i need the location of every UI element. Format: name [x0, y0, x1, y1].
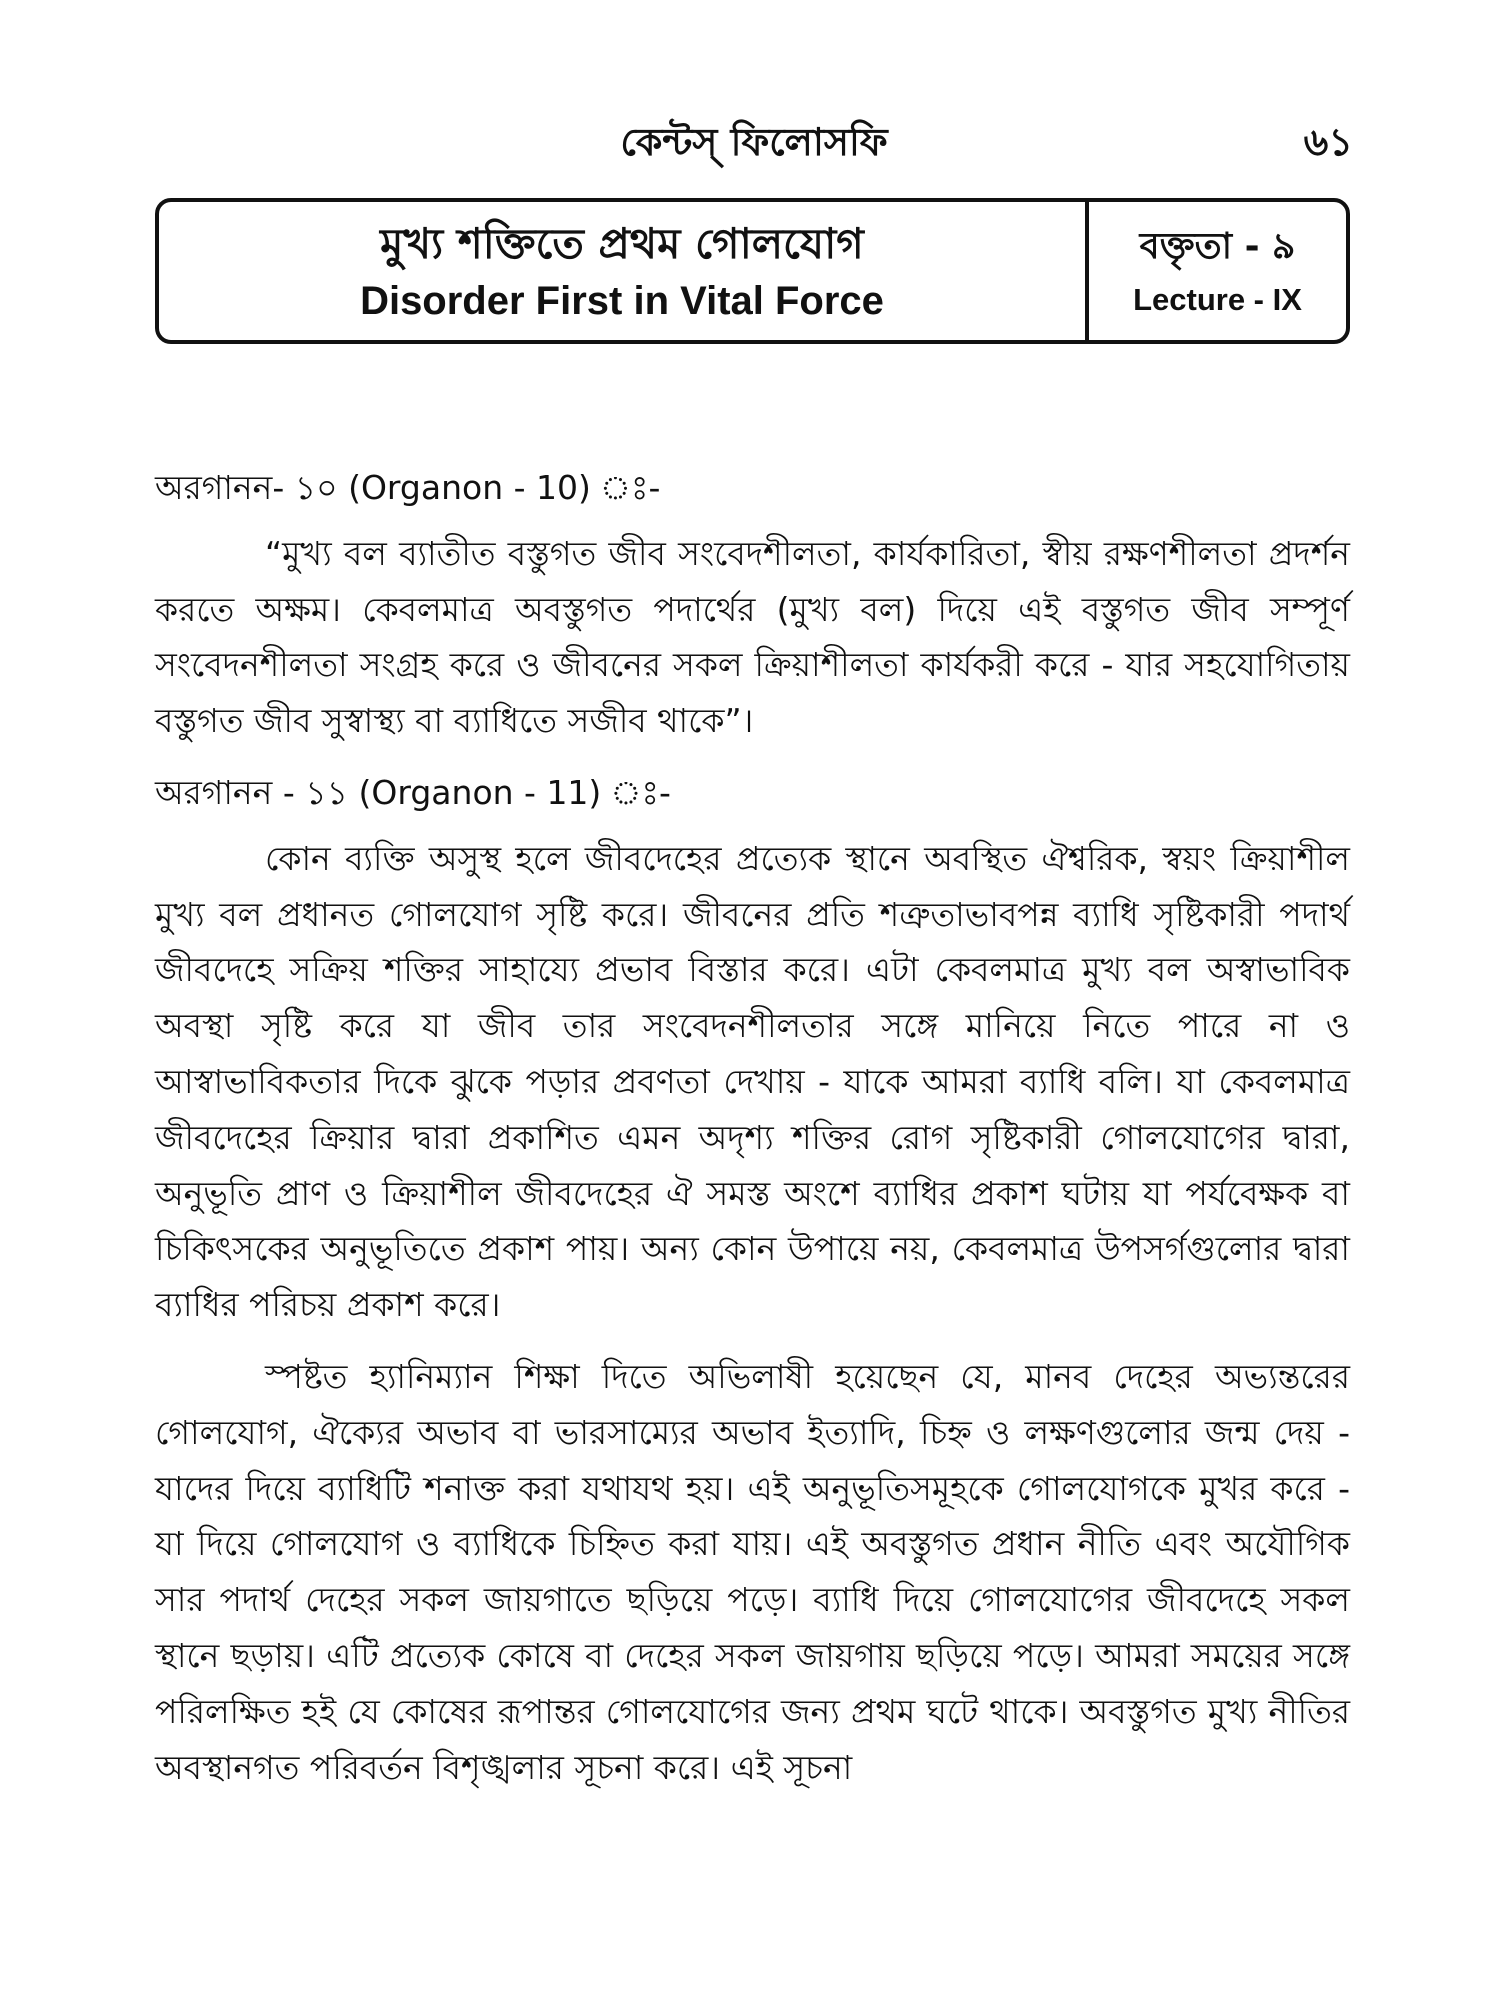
- organon-11-paragraph-2: স্পষ্টত হ্যানিম্যান শিক্ষা দিতে অভিলাষী হয়েছেন যে, মানব দেহের অভ্যন্তরের গোলযোগ, ঐক্যের অভাব বা ভারসাম্যের অভাব ইত্যাদি, চিহ্ন ও লক্ষণগুলোর জন্ম দেয় - যাদের দিয়ে ব্যাধিটি শনাক্ত করা যথাযথ হয়। এই অনুভূতিসমূহকে গোলযোগকে মুখর করে - যা দিয়ে গোলযোগ ও ব্যাধিকে চিহ্নিত করা যায়। এই অবস্তুগত প্রধান নীতি এবং অযৌগিক সার পদার্থ দেহের সকল জায়গাতে ছড়িয়ে পড়ে। ব্যাধি দিয়ে গোলযোগের জীবদেহে সকল স্থানে ছড়ায়। এটি প্রত্যেক কোষে বা দেহের সকল জায়গায় ছড়িয়ে পড়ে। আমরা সময়ের সঙ্গে পরিলক্ষিত হই যে কোষের রূপান্তর গোলযোগের জন্য প্রথম ঘটে থাকে। অবস্তুগত মুখ্য নীতির অবস্থানগত পরিবর্তন বিশৃঙ্খলার সূচনা করে। এই সূচনা: [155, 1356, 1350, 1787]
- organon-10-quote: “মুখ্য বল ব্যাতীত বস্তুগত জীব সংবেদশীলতা, কার্যকারিতা, স্বীয় রক্ষণশীলতা প্রদর্শন করতে অক্ষম। কেবলমাত্র অবস্তুগত পদার্থের (মুখ্য বল) দিয়ে এই বস্তুগত জীব সম্পূর্ণ সংবেদনশীলতা সংগ্রহ করে ও জীবনের সকল ক্রিয়াশীলতা কার্যকরী করে - যার সহযোগিতায় বস্তুগত জীব সুস্বাস্থ্য বা ব্যাধিতে সজীব থাকে”।: [155, 533, 1350, 741]
- page-content: [155, 460, 1350, 1795]
- chapter-title-english: Disorder First in Vital Force: [360, 279, 884, 323]
- lecture-label-bengali: বক্তৃতা - ৯: [1139, 226, 1296, 267]
- section-gap: [155, 749, 1350, 765]
- chapter-title-box: [155, 198, 1350, 344]
- page-number: ৬১: [1303, 120, 1353, 164]
- chapter-title-panel: [159, 202, 1089, 340]
- organon-11-paragraph-1: কোন ব্যক্তি অসুস্থ হলে জীবদেহের প্রত্যেক স্থানে অবস্থিত ঐশ্বরিক, স্বয়ং ক্রিয়াশীল মুখ্য বল প্রধানত গোলযোগ সৃষ্টি করে। জীবনের প্রতি শত্রুতাভাবপন্ন ব্যাধি সৃষ্টিকারী পদার্থ জীবদেহে সক্রিয় শক্তির সাহায্যে প্রভাব বিস্তার করে। এটা কেবলমাত্র মুখ্য বল অস্বাভাবিক অবস্থা সৃষ্টি করে যা জীব তার সংবেদনশীলতার সঙ্গে মানিয়ে নিতে পারে না ও আস্বাভাবিকতার দিকে ঝুকে পড়ার প্রবণতা দেখায় - যাকে আমরা ব্যাধি বলি। যা কেবলমাত্র জীবদেহের ক্রিয়ার দ্বারা প্রকাশিত এমন অদৃশ্য শক্তির রোগ সৃষ্টিকারী গোলযোগের দ্বারা, অনুভূতি প্রাণ ও ক্রিয়াশীল জীবদেহের ঐ সমস্ত অংশে ব্যাধির প্রকাশ ঘটায় যা পর্যবেক্ষক বা চিকিৎসকের অনুভূতিতে প্রকাশ পায়। অন্য কোন উপায়ে নয়, কেবলমাত্র উপসর্গগুলোর দ্বারা ব্যাধির পরিচয় প্রকাশ করে।: [155, 838, 1350, 1325]
- lecture-label-panel: [1089, 202, 1346, 340]
- running-title: কেন্টস্ ফিলোসফি: [620, 120, 888, 164]
- page-header: [155, 112, 1353, 172]
- section-heading-organon-11: অরগানন - ১১ (Organon - 11) ঃ-: [155, 772, 671, 812]
- chapter-title-bengali: মুখ্য শক্তিতে প্রথম গোলযোগ: [380, 219, 864, 268]
- paragraph-gap: [155, 1333, 1350, 1349]
- lecture-label-english: Lecture - IX: [1133, 282, 1302, 317]
- section-heading-organon-10: অরগানন- ১০ (Organon - 10) ঃ-: [155, 468, 661, 507]
